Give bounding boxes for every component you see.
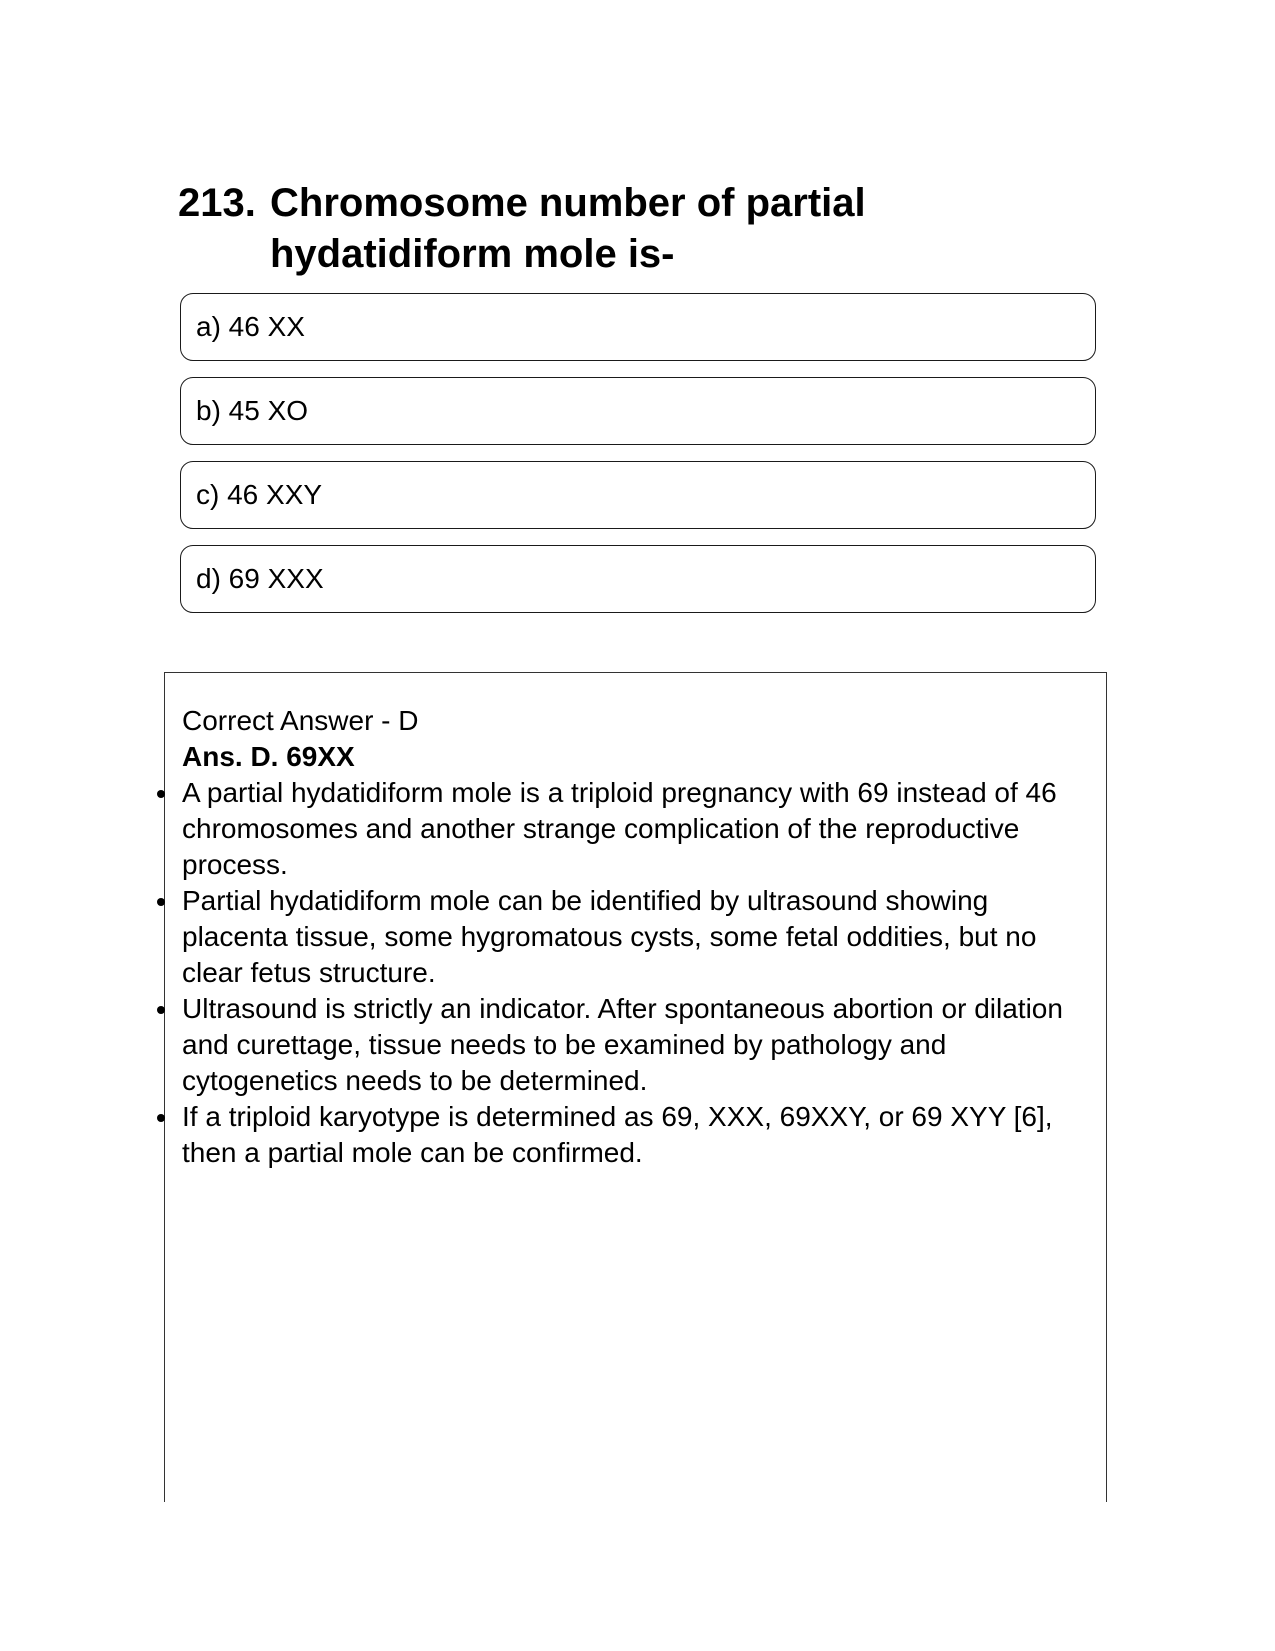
- question-number: 213.: [178, 181, 256, 225]
- option-a[interactable]: a) 46 XX: [180, 293, 1096, 361]
- question-text: Chromosome number of partial hydatidiform mole is-: [270, 181, 866, 276]
- explanation-item: Ultrasound is strictly an indicator. After spontaneous abortion or dilation and curettage, tissue needs to be examined by pathology and cytogenetics needs to be determined.: [182, 991, 1087, 1099]
- answer-heading: Ans. D. 69XX: [182, 741, 355, 772]
- explanation-item: If a triploid karyotype is determined as 69, XXX, 69XXY, or 69 XYY [6], then a partial mole can be confirmed.: [182, 1099, 1087, 1171]
- explanation-list: [182, 775, 1087, 1171]
- answer-content: [182, 703, 1087, 1171]
- explanation-item: A partial hydatidiform mole is a triploid pregnancy with 69 instead of 46 chromosomes and another strange complication of the reproductive process.: [182, 775, 1087, 883]
- question-title: [178, 178, 938, 280]
- option-c[interactable]: c) 46 XXY: [180, 461, 1096, 529]
- explanation-item: Partial hydatidiform mole can be identified by ultrasound showing placenta tissue, some hygromatous cysts, some fetal oddities, but no clear fetus structure.: [182, 883, 1087, 991]
- options-list: [180, 293, 1096, 629]
- answer-panel: [164, 672, 1107, 1502]
- option-b[interactable]: b) 45 XO: [180, 377, 1096, 445]
- correct-answer: Correct Answer - D: [182, 705, 419, 736]
- option-d[interactable]: d) 69 XXX: [180, 545, 1096, 613]
